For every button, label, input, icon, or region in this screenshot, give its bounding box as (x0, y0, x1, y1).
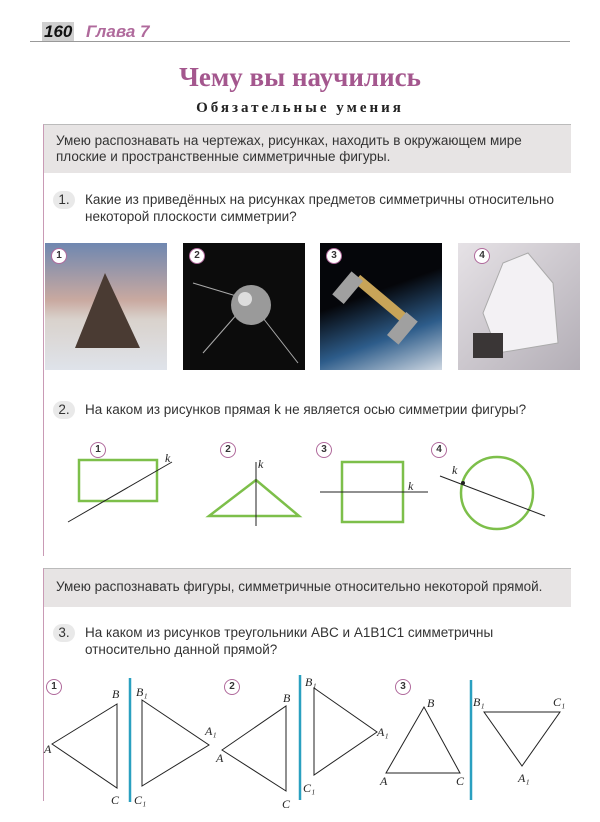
question-3 (53, 624, 563, 658)
chapter-label: Глава 7 (86, 22, 150, 41)
question-number: 3. (53, 624, 75, 642)
question-number: 2. (53, 401, 75, 419)
option-2-marker: 2 (224, 679, 240, 695)
vertex-label: B₁ (136, 685, 148, 699)
line-labels (0, 440, 600, 540)
vertex-label: A (44, 742, 52, 756)
line-k-label: k (258, 457, 264, 471)
page-number: 160 (44, 22, 73, 41)
option-4-marker: 4 (431, 442, 447, 458)
option-1-marker: 1 (51, 248, 67, 264)
option-3-marker: 3 (395, 679, 411, 695)
option-1-marker: 1 (46, 679, 62, 695)
vertex-label: B₁ (473, 695, 485, 709)
option-3-marker: 3 (316, 442, 332, 458)
vertex-label: A₁ (205, 724, 217, 738)
vertex-label: A₁ (518, 771, 530, 785)
option-2-marker: 2 (220, 442, 236, 458)
skill-statement-2: Умею распознавать фигуры, симметричные относительно некоторой прямой. (44, 569, 571, 607)
question-1 (53, 191, 563, 225)
page-title: Чему вы научились (179, 62, 421, 92)
vertex-label: B (283, 691, 291, 705)
vertex-label: C₁ (303, 781, 316, 795)
line-k-label: k (452, 463, 458, 477)
vertex-label: C₁ (553, 695, 566, 709)
vertex-label: C (282, 797, 291, 810)
line-k-label: k (408, 479, 414, 493)
question-text: На каком из рисунков прямая k не является осью симметрии фигуры? (85, 402, 527, 417)
option-4-marker: 4 (474, 248, 490, 264)
vertex-label: C (456, 774, 465, 788)
option-3-marker: 3 (326, 248, 342, 264)
question-number: 1. (53, 191, 75, 209)
question-text: Какие из приведённых на рисунках предметов симметричны относительно некоторой плоскости симметрии? (85, 192, 554, 224)
option-1-marker: 1 (90, 442, 106, 458)
vertex-label: C₁ (134, 793, 147, 807)
vertex-label: B (112, 687, 120, 701)
line-k-label: k (165, 451, 171, 465)
vertex-label: A (216, 751, 224, 765)
option-2-marker: 2 (189, 248, 205, 264)
header-divider (30, 41, 570, 42)
question-2 (53, 401, 573, 418)
vertex-label: B (427, 696, 435, 710)
skill-statement-1: Умею распознавать на чертежах, рисунках, находить в окружающем мире плоские и пространственные симметричные фигуры. (44, 125, 571, 173)
vertex-label: C (111, 793, 120, 807)
vertex-label: B₁ (305, 675, 317, 689)
page-subtitle: Обязательные умения (196, 100, 404, 116)
vertex-label: A₁ (377, 725, 389, 739)
triangle-figures (0, 670, 600, 810)
question-text: На каком из рисунков треугольники ABC и A1B1C1 симметричны относительно данной прямой? (85, 625, 494, 657)
vertex-label: A (380, 774, 388, 788)
